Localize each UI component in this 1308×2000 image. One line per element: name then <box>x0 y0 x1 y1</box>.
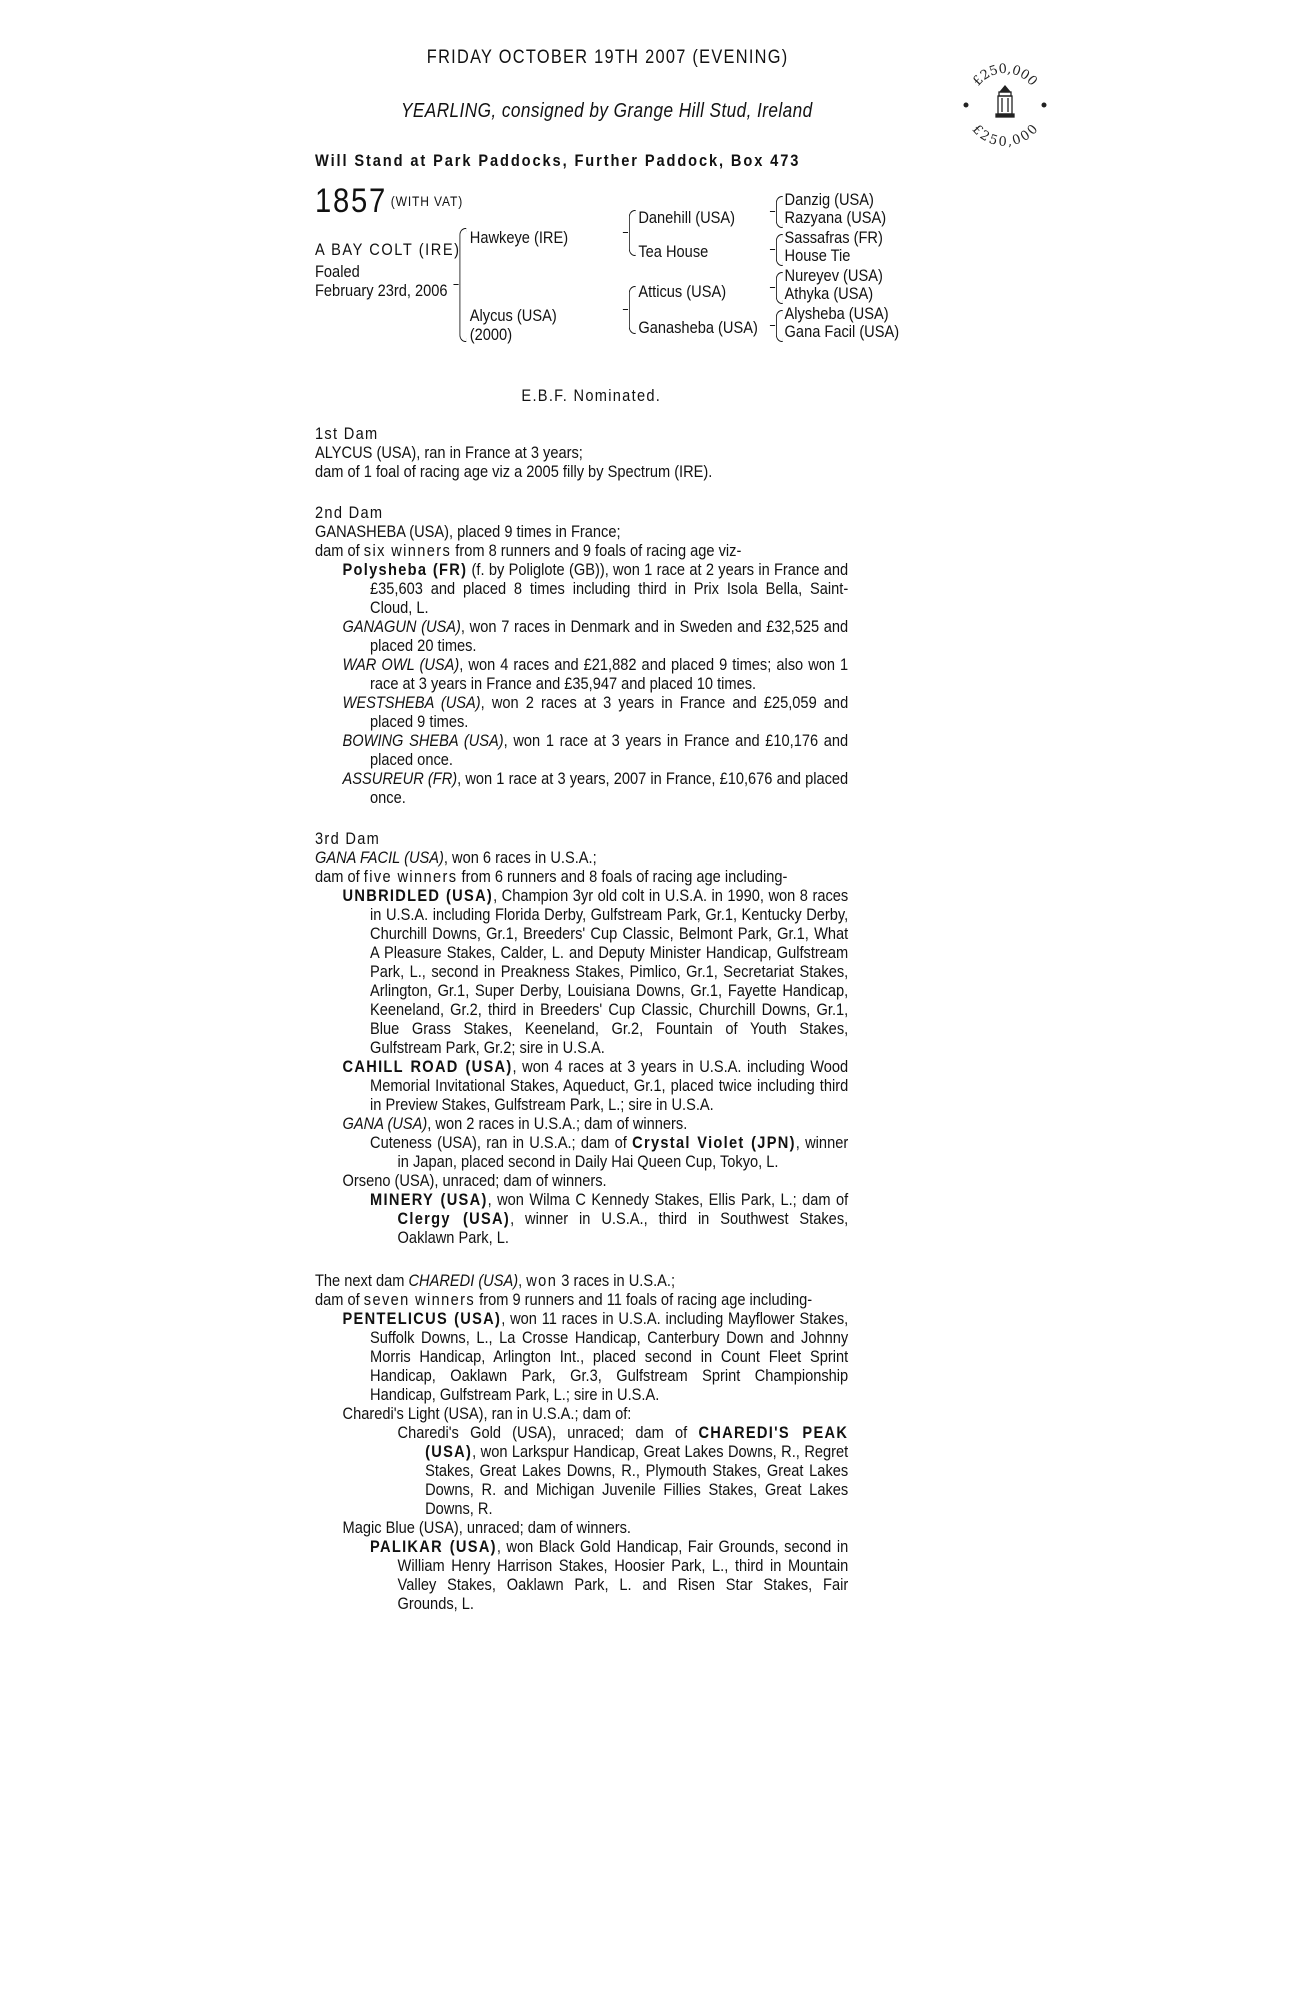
ebf-nominated: E.B.F. Nominated. <box>521 386 662 405</box>
pedigree-g6: Athyka (USA) <box>784 284 874 303</box>
horse-name: PALIKAR (USA) <box>370 1537 497 1556</box>
text-run: 3 races in U.S.A.; <box>557 1271 676 1290</box>
text-run: dam of <box>315 541 364 560</box>
pedigree-dam-dam: Ganasheba (USA) <box>638 318 758 337</box>
pedigree-g5: Nureyev (USA) <box>784 266 883 285</box>
horse-record: Cuteness (USA), ran in U.S.A.; dam of <box>370 1133 633 1152</box>
pedigree-brace-g56 <box>776 272 783 304</box>
horse-name: WESTSHEBA (USA) <box>342 693 481 712</box>
stamp-bottom-text <box>969 122 1041 148</box>
horse-record: Charedi's Light (USA), ran in U.S.A.; dam of: <box>342 1404 632 1423</box>
horse-record: , won Black Gold Handicap, Fair Grounds, second in William Henry Harrison Stakes, Hoosier Park, L., third in Mountain Valley Stakes, Oaklawn Park, L. and Risen Star Stakes, Fair Grounds, L. <box>397 1537 849 1613</box>
next-dam-produce-line <box>315 1290 848 1309</box>
horse-name: CHAREDI (USA) <box>408 1271 519 1290</box>
horse-name: Clergy (USA) <box>397 1209 511 1228</box>
horse-name: Crystal Violet (JPN) <box>632 1133 796 1152</box>
pedigree-g7: Alysheba (USA) <box>784 304 889 323</box>
text-run: The next dam <box>315 1271 409 1290</box>
horse-name: ASSUREUR (FR) <box>342 769 458 788</box>
pedigree-brace-dam <box>629 286 636 334</box>
pedigree-brace-g78 <box>776 310 783 342</box>
horse-name: GANA FACIL (USA) <box>315 848 444 867</box>
building-icon <box>996 86 1014 117</box>
pedigree-brace-sire <box>629 210 636 256</box>
produce-entry <box>315 1309 848 1404</box>
pedigree-g8: Gana Facil (USA) <box>784 322 900 341</box>
horse-record: , won 1 race at 3 years in France and £10,176 and placed once. <box>370 731 849 769</box>
pedigree-brace-g78-tick <box>770 325 775 326</box>
horse-name: WAR OWL (USA) <box>342 655 460 674</box>
stamp-top-path: £250,000 <box>970 61 1040 90</box>
first-dam-line: ALYCUS (USA), ran in France at 3 years; <box>315 443 583 462</box>
foaled-info <box>315 262 447 300</box>
pedigree-brace-main <box>459 228 466 342</box>
produce-entry <box>315 886 848 1057</box>
pedigree-sire-sire: Danehill (USA) <box>638 208 736 227</box>
text-run: from 6 runners and 8 foals of racing age including- <box>457 867 788 886</box>
third-dam-produce-line <box>315 867 848 886</box>
text-run: from 9 runners and 11 foals of racing age including- <box>475 1290 813 1309</box>
horse-record: , winner in U.S.A., third in Southwest Stakes, Oaklawn Park, L. <box>397 1209 849 1247</box>
pedigree-brace-main-tick <box>453 284 458 285</box>
text-run: from 8 runners and 9 foals of racing age viz- <box>451 541 742 560</box>
winners-count: five winners <box>363 867 458 886</box>
stand-location: Will Stand at Park Paddocks, Further Paddock, Box 473 <box>315 151 801 170</box>
text-run: won <box>526 1271 558 1290</box>
horse-record: , won Wilma C Kennedy Stakes, Ellis Park, L.; dam of <box>487 1190 849 1209</box>
horse-name: Polysheba (FR) <box>342 560 468 579</box>
produce-entry <box>315 693 848 731</box>
second-dam-produce-line <box>315 541 848 560</box>
produce-entry <box>315 1404 848 1423</box>
consignment-line: YEARLING, consigned by Grange Hill Stud, Ireland <box>401 100 813 122</box>
lot-description: A BAY COLT (IRE) <box>315 240 461 259</box>
next-dam-line <box>315 1271 848 1290</box>
horse-record: , won 7 races in Denmark and in Sweden and £32,525 and placed 20 times. <box>370 617 849 655</box>
pedigree-g4: House Tie <box>784 246 851 265</box>
third-dam-line <box>315 848 848 867</box>
first-dam-line: dam of 1 foal of racing age viz a 2005 filly by Spectrum (IRE). <box>315 462 713 481</box>
produce-entry <box>315 1518 848 1537</box>
second-dam-line: GANASHEBA (USA), placed 9 times in France; <box>315 522 621 541</box>
horse-name: GANA (USA) <box>342 1114 428 1133</box>
horse-record: , won 4 races at 3 years in U.S.A. including Wood Memorial Invitational Stakes, Aqueduct, Gr.1, placed twice including third in Preview Stakes, Gulfstream Park, L.; sire in U.S.A. <box>370 1057 849 1114</box>
horse-record: , won 2 races in U.S.A.; dam of winners. <box>427 1114 688 1133</box>
produce-entry <box>315 1423 848 1518</box>
text-run: dam of <box>315 1290 364 1309</box>
horse-name: GANAGUN (USA) <box>342 617 461 636</box>
second-dam-title: 2nd Dam <box>315 503 384 522</box>
pedigree-dam-year: (2000) <box>469 325 513 344</box>
horse-name: PENTELICUS (USA) <box>342 1309 502 1328</box>
horse-name: UNBRIDLED (USA) <box>342 886 494 905</box>
horse-name: CHAREDI'S PEAK (USA) <box>425 1423 849 1461</box>
pedigree-brace-g56-tick <box>770 287 775 288</box>
produce-entry <box>315 731 848 769</box>
first-dam-title: 1st Dam <box>315 424 379 443</box>
horse-record: Magic Blue (USA), unraced; dam of winners. <box>342 1518 631 1537</box>
first-dam-section <box>315 424 848 481</box>
horse-record: Orseno (USA), unraced; dam of winners. <box>342 1171 607 1190</box>
reserve-price-stamp <box>960 58 1050 148</box>
stamp-dot-right <box>1042 103 1047 108</box>
pedigree-dam-sire: Atticus (USA) <box>638 282 727 301</box>
text-run: , won 6 races in U.S.A.; <box>443 848 597 867</box>
produce-entry <box>315 1114 848 1133</box>
horse-record: (f. by Poliglote (GB)), won 1 race at 2 years in France and £35,603 and placed 8 times including third in Prix Isola Bella, Saint-Cloud, L. <box>370 560 849 617</box>
stamp-bottom-path: £250,000 <box>968 122 1042 148</box>
horse-record: , won 2 races at 3 years in France and £25,059 and placed 9 times. <box>370 693 849 731</box>
text-run: dam of <box>315 867 364 886</box>
horse-name: CAHILL ROAD (USA) <box>342 1057 513 1076</box>
pedigree-brace-g34 <box>776 234 783 266</box>
produce-entry <box>315 1133 848 1171</box>
sale-date: FRIDAY OCTOBER 19TH 2007 (EVENING) <box>426 47 789 68</box>
pedigree-brace-g34-tick <box>770 249 775 250</box>
produce-entry <box>315 560 848 617</box>
lot-number: 1857 <box>315 182 387 220</box>
winners-count: six winners <box>363 541 452 560</box>
pedigree-brace-dam-tick <box>623 309 628 310</box>
produce-entry <box>315 1057 848 1114</box>
pedigree-brace-g12 <box>776 196 783 228</box>
winners-count: seven winners <box>363 1290 476 1309</box>
pedigree-brace-g12-tick <box>770 211 775 212</box>
horse-record: , winner in Japan, placed second in Daily Hai Queen Cup, Tokyo, L. <box>397 1133 849 1171</box>
foaled-date: February 23rd, 2006 <box>315 281 448 300</box>
vat-note: (WITH VAT) <box>390 193 464 209</box>
foaled-label: Foaled <box>315 262 360 281</box>
next-dam-section <box>315 1271 848 1613</box>
pedigree-sire-dam: Tea House <box>638 242 709 261</box>
produce-entry <box>315 1171 848 1190</box>
produce-entry <box>315 769 848 807</box>
horse-record: , Champion 3yr old colt in U.S.A. in 1990, won 8 races in U.S.A. including Florida Derby, Gulfstream Park, Gr.1, Kentucky Derby, Churchill Downs, Gr.1, Breeders' Cup Classic, Belmont Park, Gr.1, What A Pleasure Stakes, Calder, L. and Deputy Minister Handicap, Gulfstream Park, L., second in Preakness Stakes, Pimlico, Gr.1, Secretariat Stakes, Arlington, Gr.1, Super Derby, Louisiana Downs, Gr.1, Fayette Handicap, Keeneland, Gr.2, third in Breeders' Cup Classic, Churchill Downs, Gr.1, Blue Grass Stakes, Keeneland, Gr.2, Fountain of Youth Stakes, Gulfstream Park, Gr.2; sire in U.S.A. <box>370 886 849 1057</box>
produce-entry <box>315 1190 848 1247</box>
pedigree-dam: Alycus (USA) <box>469 306 557 325</box>
second-dam-section <box>315 503 848 807</box>
horse-record: , won 11 races in U.S.A. including Mayflower Stakes, Suffolk Downs, L., La Crosse Handicap, Canterbury Down and Johnny Morris Handicap, Arlington Int., placed second in Count Fleet Sprint Handicap, Oaklawn Park, Gr.3, Gulfstream Sprint Championship Handicap, Gulfstream Park, L.; sire in U.S.A. <box>370 1309 849 1404</box>
lot-number-line <box>315 182 464 220</box>
produce-entry <box>315 655 848 693</box>
horse-name: MINERY (USA) <box>370 1190 488 1209</box>
horse-record: Charedi's Gold (USA), unraced; dam of <box>397 1423 699 1442</box>
text-run: , <box>518 1271 527 1290</box>
pedigree-sire: Hawkeye (IRE) <box>469 228 569 247</box>
pedigree-brace-sire-tick <box>623 232 628 233</box>
horse-name: BOWING SHEBA (USA) <box>342 731 504 750</box>
third-dam-section <box>315 829 848 1247</box>
horse-record: , won 1 race at 3 years, 2007 in France, £10,676 and placed once. <box>370 769 849 807</box>
pedigree-g2: Razyana (USA) <box>784 208 887 227</box>
pedigree-g1: Danzig (USA) <box>784 190 874 209</box>
stamp-dot-left <box>964 103 969 108</box>
horse-record: , won 4 races and £21,882 and placed 9 times; also won 1 race at 3 years in France and £35,947 and placed 10 times. <box>370 655 849 693</box>
produce-entry <box>315 1537 848 1613</box>
third-dam-title: 3rd Dam <box>315 829 381 848</box>
pedigree-g3: Sassafras (FR) <box>784 228 883 247</box>
produce-entry <box>315 617 848 655</box>
catalogue-body <box>315 424 848 1613</box>
horse-record: , won Larkspur Handicap, Great Lakes Downs, R., Regret Stakes, Great Lakes Downs, R., Plymouth Stakes, Great Lakes Downs, R. and Michigan Juvenile Fillies Stakes, Great Lakes Downs, R. <box>425 1442 849 1518</box>
